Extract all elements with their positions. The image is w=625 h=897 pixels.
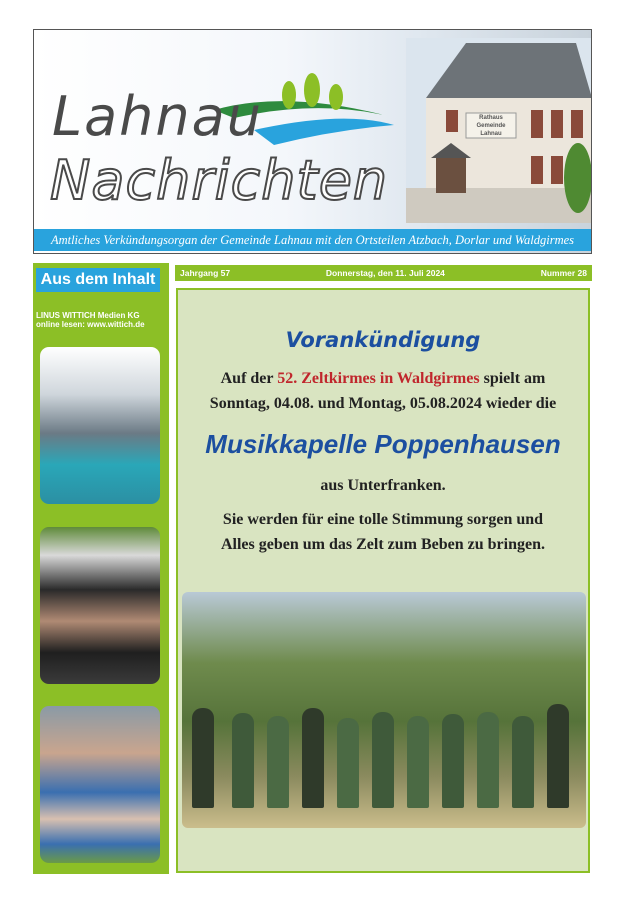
publisher-name: LINUS WITTICH Medien KG [36,311,140,320]
issue-date: Donnerstag, den 11. Juli 2024 [325,268,445,278]
volume-label: Jahrgang 57 [180,268,231,278]
text: Auf der [220,370,278,387]
photo-person [372,712,394,808]
masthead-tagline: Amtliches Verkündungsorgan der Gemeinde Lahnau mit den Ortsteilen Atzbach, Dorlar und Waldgirmes [34,229,591,251]
band-origin: aus Unterfranken. [320,477,446,494]
photo-person [232,713,254,808]
logo-title-line1: Lahnau [52,85,263,148]
issue-number: Nummer 28 [540,268,587,278]
photo-person [267,716,289,808]
publisher-url[interactable]: online lesen: www.wittich.de [36,320,145,329]
sidebar-title: Aus dem Inhalt [36,268,160,292]
sidebar-photo-dancers[interactable] [40,347,160,504]
logo-title-line2: Nachrichten [50,149,389,212]
photo-person [337,718,359,808]
dates-line: Sonntag, 04.08. und Montag, 05.08.2024 wieder die [209,395,557,412]
event-highlight: 52. Zeltkirmes in Waldgirmes [277,370,480,387]
photo-person [302,708,324,808]
photo-person [547,704,569,808]
building-sign: Rathaus Gemeinde Lahnau [476,115,506,137]
photo-person [192,708,214,808]
announcement-panel [176,288,590,873]
text: Sie werden für eine tolle Stimmung sorgen und [222,511,544,528]
issue-info-bar [175,265,592,281]
photo-person [512,716,534,808]
photo-person [442,714,464,808]
masthead [33,29,592,254]
text: Alles geben um das Zelt zum Beben zu bringen. [220,536,545,553]
band-group-photo[interactable] [182,592,586,828]
photo-person [407,716,429,808]
text: spielt am [479,370,546,387]
sidebar [33,263,169,874]
announcement-heading: Vorankündigung [285,328,481,352]
sidebar-photo-girls[interactable] [40,706,160,863]
sidebar-photo-team[interactable] [40,527,160,684]
photo-person [477,712,499,808]
announcement-paragraph-3 [178,507,588,557]
publisher-info [36,311,145,329]
band-name: Musikkapelle Poppenhausen [205,429,561,459]
announcement-paragraph-1 [178,366,588,416]
